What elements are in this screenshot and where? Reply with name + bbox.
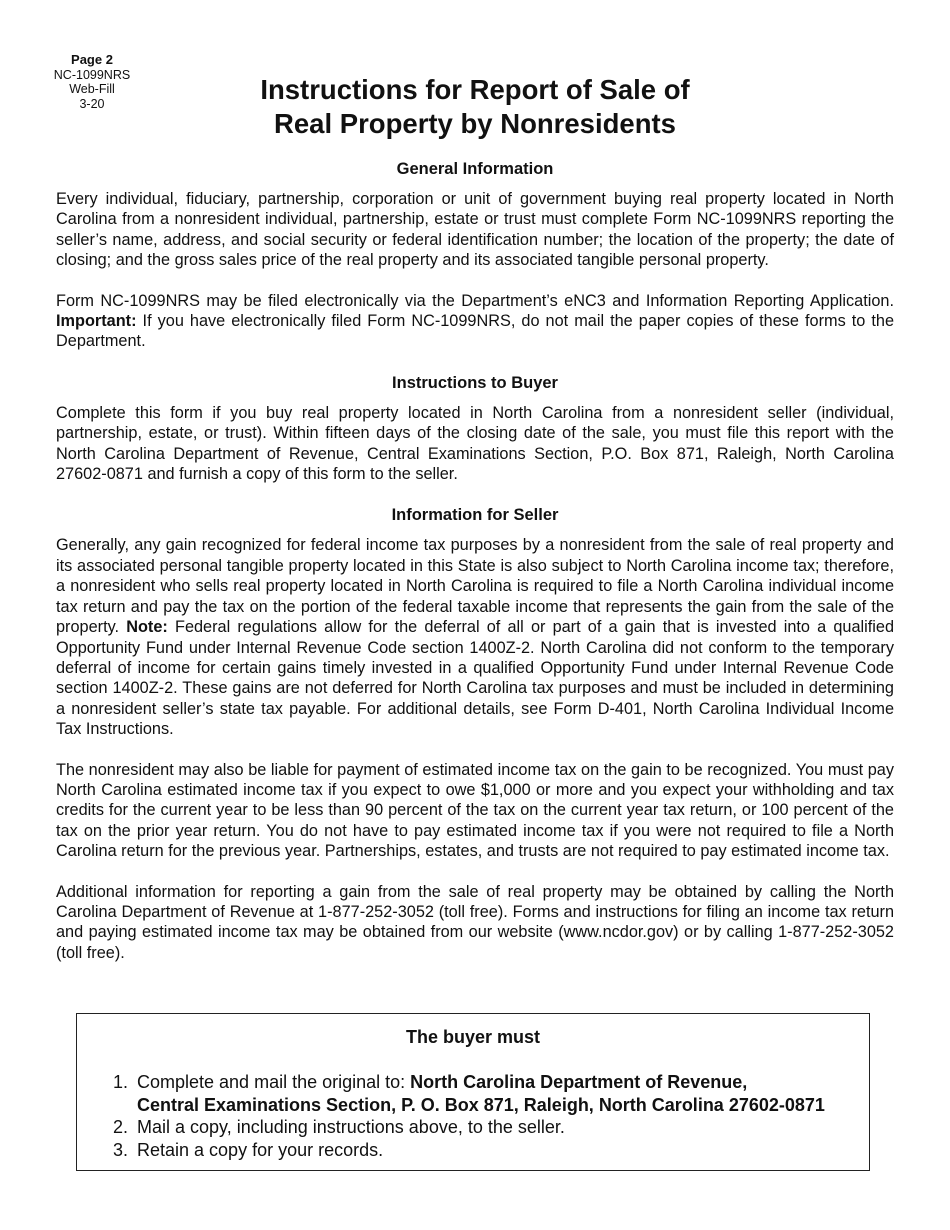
title-line-1: Instructions for Report of Sale of bbox=[260, 74, 690, 105]
important-text: If you have electronically filed Form NC-1099NRS, do not mail the paper copies of these forms to the Department. bbox=[56, 312, 894, 351]
title-line-2: Real Property by Nonresidents bbox=[274, 108, 676, 139]
buyer-must-item-1-text: Complete and mail the original to: bbox=[137, 1072, 406, 1092]
buyer-must-item-1 bbox=[133, 1071, 825, 1116]
note-label: Note: bbox=[126, 618, 168, 637]
web-fill-label: Web-Fill bbox=[69, 82, 115, 96]
revision-date: 3-20 bbox=[79, 96, 105, 111]
form-number: NC-1099NRS bbox=[53, 67, 131, 82]
mailing-address-line-2: Central Examinations Section, P. O. Box 871, Raleigh, North Carolina 27602-0871 bbox=[137, 1094, 825, 1115]
instructions-to-buyer-heading: Instructions to Buyer bbox=[392, 373, 558, 392]
instructions-body bbox=[56, 158, 894, 983]
buyer-must-item-2: 2. Mail a copy, including instructions above, to the seller. bbox=[133, 1116, 825, 1139]
information-for-seller-paragraph-1 bbox=[56, 535, 894, 739]
information-for-seller-heading: Information for Seller bbox=[391, 506, 559, 525]
important-label: Important: bbox=[56, 312, 137, 331]
information-for-seller-paragraph-3: Additional information for reporting a gain from the sale of real property may be obtained by calling the North Carolina Department of Revenue at 1-877-252-3052 (toll free). Forms and instructions for filing an income tax return and paying estimated income tax may be obtained from our website (www.ncdor.gov) or by calling 1-877-252-3052 (toll free). bbox=[56, 882, 894, 962]
seller-gain-text: Generally, any gain recognized for federal income tax purposes by a nonresident from the sale of real property and its associated personal tangible property located in this State is also subject to North Carolina income tax; therefore, a nonresident who sells real property located in North Carolina is required to file a North Carolina individual income tax return and pay the tax on the portion of the federal taxable income that represents the gain from the sale of the property. bbox=[56, 536, 894, 637]
buyer-must-item-3: 3. Retain a copy for your records. bbox=[133, 1139, 825, 1162]
general-information-paragraph-1: Every individual, fiduciary, partnership, corporation or unit of government buying real property located in North Carolina from a nonresident individual, partnership, estate or trust must complete Form NC-1099NRS reporting the seller’s name, address, and social security or federal identification number; the location of the property; the date of closing; and the gross sales price of the real property and its associated tangible personal property. bbox=[56, 190, 894, 270]
page-label: Page 2 bbox=[71, 52, 113, 67]
general-information-heading: General Information bbox=[396, 160, 554, 178]
buyer-must-list bbox=[77, 1071, 825, 1161]
electronic-filing-text: Form NC-1099NRS may be filed electronically via the Department’s eNC3 and Information Reporting Application. bbox=[56, 291, 894, 310]
instructions-to-buyer-paragraph: Complete this form if you buy real property located in North Carolina from a nonresident seller (individual, partnership, estate, or trust). Within fifteen days of the closing date of the sale, you must file this report with the North Carolina Department of Revenue, Central Examinations Section, P.O. Box 871, Raleigh, North Carolina 27602-0871 and furnish a copy of this form to the seller. bbox=[56, 403, 894, 484]
buyer-must-heading: The buyer must bbox=[405, 1027, 541, 1047]
information-for-seller-paragraph-2: The nonresident may also be liable for payment of estimated income tax on the gain to be recognized. You must pay North Carolina estimated income tax if you expect to owe $1,000 or more and you expect your withholding and tax credits for the current year to be less than 90 percent of the tax on the current year tax return, or 100 percent of the tax on the prior year return. You do not have to pay estimated income tax if you were not required to file a North Carolina return for the previous year. Partnerships, estates, and trusts are not required to pay estimated income tax. bbox=[56, 760, 894, 861]
mailing-address-line-1: North Carolina Department of Revenue, bbox=[410, 1072, 748, 1092]
page-title bbox=[150, 73, 800, 141]
general-information-paragraph-2 bbox=[56, 291, 894, 352]
note-text: Federal regulations allow for the deferral of all or part of a gain that is invested into a qualified Opportunity Fund under Internal Revenue Code section 1400Z-2. North Carolina did not conform to the temporary deferral of income for certain gains timely invested in a qualified Opportunity Fund under Internal Revenue Code section 1400Z-2. These gains are not deferred for North Carolina tax purposes and must be included in determining a nonresident seller’s state tax payable. For additional details, see Form D-401, North Carolina Individual Income Tax Instructions. bbox=[56, 618, 894, 739]
form-id-block bbox=[46, 53, 138, 111]
buyer-must-box bbox=[76, 1013, 870, 1171]
